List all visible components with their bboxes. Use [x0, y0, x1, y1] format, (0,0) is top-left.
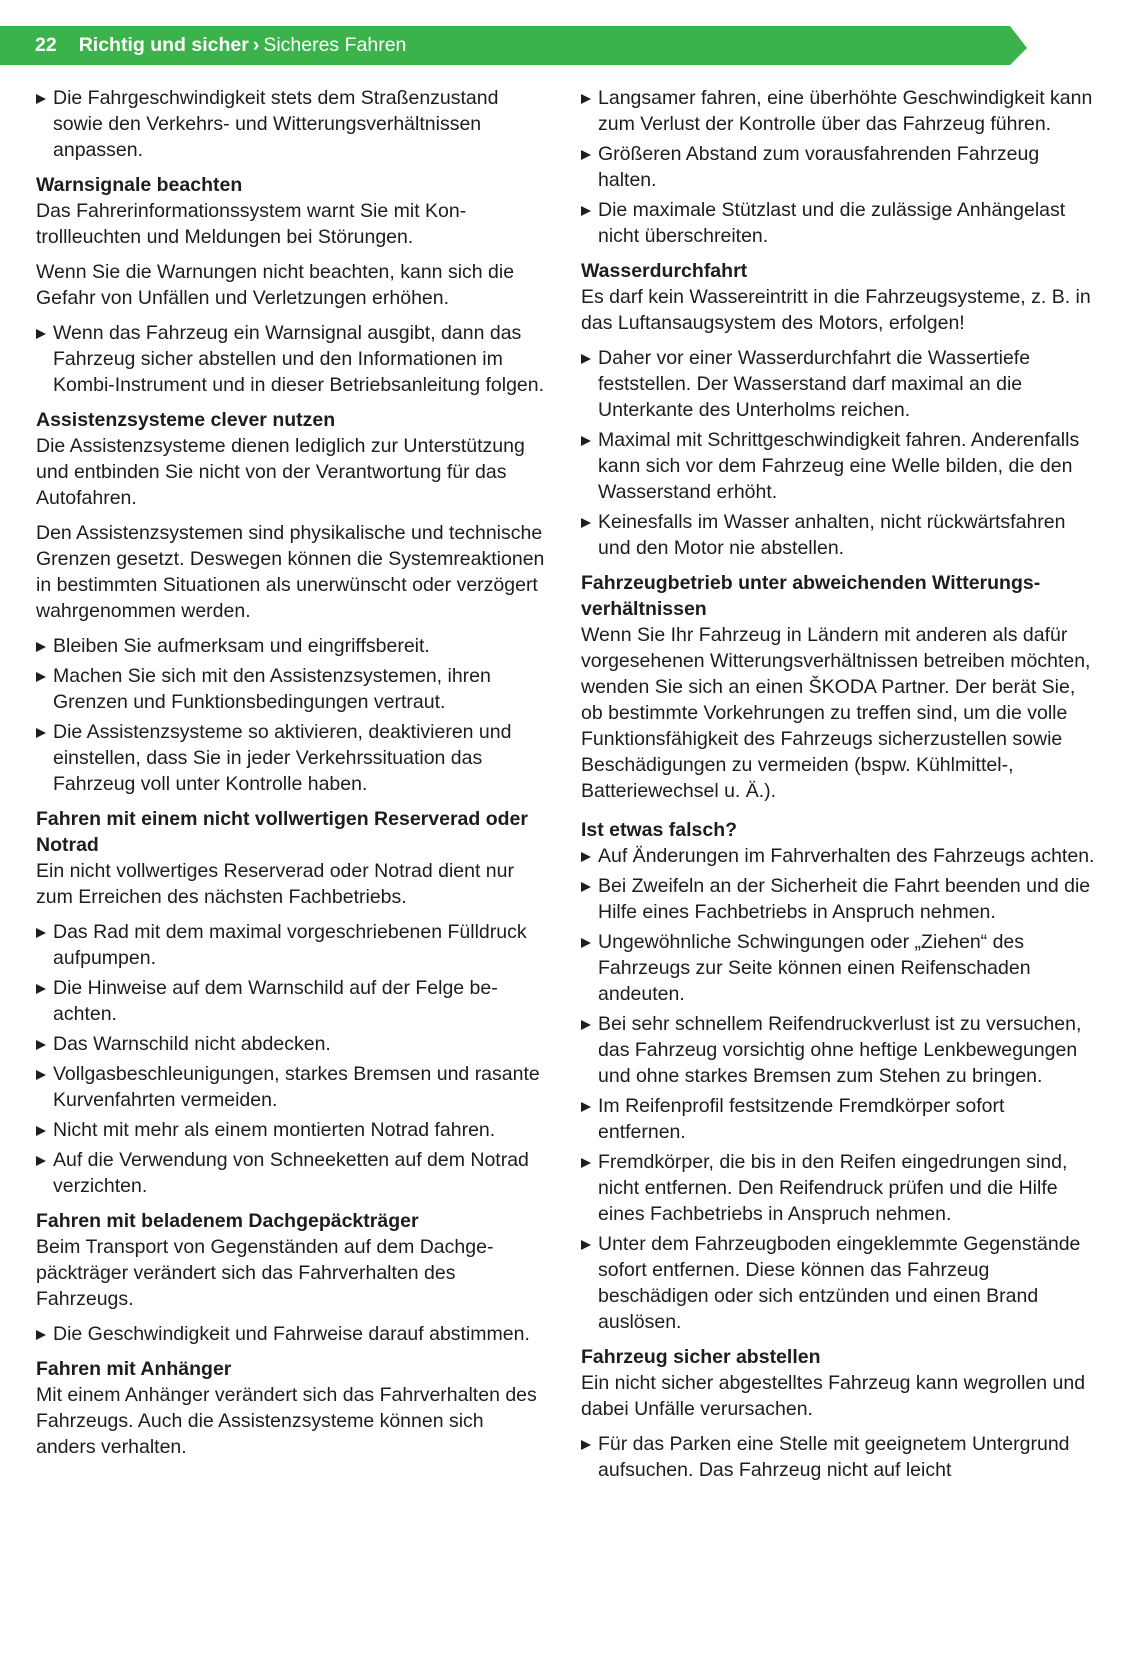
paragraph: Ein nicht sicher abgestelltes Fahrzeug kann wegrollen und dabei Unfälle verursachen. [581, 1372, 1086, 1420]
list-item: Auf Änderungen im Fahrverhalten des Fahrzeugs achten. [581, 843, 1097, 869]
list-item: Auf die Verwendung von Schneeketten auf dem Notrad verzichten. [36, 1147, 548, 1199]
paragraph: Beim Transport von Gegenständen auf dem Dachgepäckträger verändert sich das Fahrverhalten des Fahrzeugs. [36, 1236, 494, 1310]
breadcrumb-separator: › [252, 34, 260, 56]
breadcrumb-section: Sicheres Fahren [263, 34, 407, 56]
list-item: Bleiben Sie aufmerksam und eingriffsbereit. [36, 633, 548, 659]
page-header [0, 26, 1100, 65]
triangle-bullet-icon [36, 928, 46, 938]
bullet-list [581, 345, 1097, 561]
list-item: Die Assistenzsysteme so aktivieren, deaktivieren und einstellen, dass Sie in jeder Verkehrssituation das Fahrzeug voll unter Kontrolle haben. [36, 719, 548, 797]
paragraph: Wenn Sie die Warnungen nicht beachten, kann sich die Gefahr von Unfällen und Verletzungen erhöhen. [36, 261, 515, 309]
bullet-list [36, 633, 548, 797]
list-item: Nicht mit mehr als einem montierten Notrad fahren. [36, 1117, 548, 1143]
section-heading: Assistenzsysteme clever nutzen [36, 409, 336, 431]
triangle-bullet-icon [581, 1102, 591, 1112]
triangle-bullet-icon [36, 984, 46, 994]
list-item: Maximal mit Schrittgeschwindigkeit fahren. Anderenfalls kann sich vor dem Fahrzeug eine Welle bilden, die den Wasserstand erhöht. [581, 427, 1097, 505]
bullet-list [36, 1321, 548, 1347]
paragraph: Das Fahrerinformationssystem warnt Sie mit Kontrollleuchten und Meldungen bei Störungen. [36, 200, 467, 248]
triangle-bullet-icon [581, 354, 591, 364]
bullet-list [36, 919, 548, 1199]
triangle-bullet-icon [36, 1070, 46, 1080]
triangle-bullet-icon [581, 1240, 591, 1250]
paragraph: Wenn Sie Ihr Fahrzeug in Ländern mit anderen als dafür vorgesehenen Witterungsverhältnissen betreiben möchten, wenden Sie sich an einen ŠKODA Partner. Der berät Sie, ob bestimmte Vorkehrungen zu treffen sind, um die volle Funktionsfähigkeit des Fahrzeugs sicherzustellen sowie Beschädigungen zu vermeiden (bspw. Kühlmittel-, Batteriewechsel u. Ä.). [581, 624, 1091, 802]
section-heading: Ist etwas falsch? [581, 819, 738, 841]
triangle-bullet-icon [581, 882, 591, 892]
triangle-bullet-icon [36, 1126, 46, 1136]
triangle-bullet-icon [581, 94, 591, 104]
list-item: Langsamer fahren, eine überhöhte Geschwindigkeit kann zum Verlust der Kontrolle über das Fahrzeug führen. [581, 85, 1097, 137]
list-item: Die Hinweise auf dem Warnschild auf der Felge beachten. [36, 975, 548, 1027]
section-wasserdurchfahrt [581, 258, 1097, 561]
list-item: Für das Parken eine Stelle mit geeignetem Untergrund aufsuchen. Das Fahrzeug nicht auf leicht [581, 1431, 1097, 1483]
triangle-bullet-icon [581, 1158, 591, 1168]
list-item: Vollgasbeschleunigungen, starkes Bremsen und rasante Kurvenfahrten vermeiden. [36, 1061, 548, 1113]
section-dachgepaecktraeger [36, 1208, 548, 1347]
list-item: Fremdkörper, die bis in den Reifen eingedrungen sind, nicht entfernen. Den Reifendruck prüfen und die Hilfe eines Fachbetriebs in Anspruch nehmen. [581, 1149, 1097, 1227]
list-item: Wenn das Fahrzeug ein Warnsignal ausgibt, dann das Fahrzeug sicher abstellen und den Informationen im Kombi-Instrument und in dieser Betriebsanleitung folgen. [36, 320, 548, 398]
list-item: Die Fahrgeschwindigkeit stets dem Straßenzustand sowie den Verkehrs- und Witterungsverhältnissen anpassen. [36, 85, 548, 163]
section-ist-etwas-falsch [581, 817, 1097, 1335]
list-item: Bei Zweifeln an der Sicherheit die Fahrt beenden und die Hilfe eines Fachbetriebs in Anspruch nehmen. [581, 873, 1097, 925]
breadcrumb-chapter: Richtig und sicher [78, 34, 249, 56]
list-item: Ungewöhnliche Schwingungen oder „Ziehen“ des Fahrzeugs zur Seite können einen Reifenschaden andeuten. [581, 929, 1097, 1007]
paragraph: Es darf kein Wassereintritt in die Fahrzeugsysteme, z. B. in das Luftansaugsystem des Motors, erfolgen! [581, 286, 1091, 334]
list-item: Das Warnschild nicht abdecken. [36, 1031, 548, 1057]
triangle-bullet-icon [36, 728, 46, 738]
intro-bullets [36, 85, 548, 163]
paragraph: Die Assistenzsysteme dienen lediglich zur Unterstützung und entbinden Sie nicht von der Verantwortung für das Autofahren. [36, 435, 525, 509]
list-item: Keinesfalls im Wasser anhalten, nicht rückwärtsfahren und den Motor nie abstellen. [581, 509, 1097, 561]
triangle-bullet-icon [581, 1440, 591, 1450]
section-heading: Wasserdurchfahrt [581, 260, 748, 282]
triangle-bullet-icon [36, 1156, 46, 1166]
section-heading: Fahren mit beladenem Dachgepäckträger [36, 1210, 419, 1232]
section-heading: Fahrzeug sicher abstellen [581, 1346, 821, 1368]
triangle-bullet-icon [581, 518, 591, 528]
paragraph: Den Assistenzsystemen sind physikalische und technische Grenzen gesetzt. Deswegen können die Systemreaktionen in bestimmten Situationen als unerwünscht oder verzögert wahrgenommen werden. [36, 522, 545, 622]
list-item: Die maximale Stützlast und die zulässige Anhängelast nicht überschreiten. [581, 197, 1097, 249]
list-item: Bei sehr schnellem Reifendruckverlust ist zu versuchen, das Fahrzeug vorsichtig ohne heftige Lenkbewegungen und ohne starkes Bremsen zum Stehen zu bringen. [581, 1011, 1097, 1089]
triangle-bullet-icon [36, 1330, 46, 1340]
triangle-bullet-icon [581, 436, 591, 446]
triangle-bullet-icon [36, 1040, 46, 1050]
paragraph: Ein nicht vollwertiges Reserverad oder Notrad dient nur zum Erreichen des nächsten Fachbetriebs. [36, 860, 514, 908]
bullet-list [36, 320, 548, 398]
left-column [36, 85, 548, 1469]
section-heading: Fahren mit Anhänger [36, 1358, 232, 1380]
list-item: Machen Sie sich mit den Assistenzsystemen, ihren Grenzen und Funktionsbedingungen vertraut. [36, 663, 548, 715]
triangle-bullet-icon [36, 642, 46, 652]
breadcrumb [35, 26, 406, 65]
triangle-bullet-icon [581, 938, 591, 948]
section-witterung [581, 570, 1097, 804]
list-item: Daher vor einer Wasserdurchfahrt die Wassertiefe feststellen. Der Wasserstand darf maximal an die Unterkante des Unterholms reichen. [581, 345, 1097, 423]
triangle-bullet-icon [36, 94, 46, 104]
right-column [581, 85, 1097, 1492]
triangle-bullet-icon [581, 150, 591, 160]
section-heading: Fahrzeugbetrieb unter abweichenden Witterungsverhältnissen [581, 572, 1041, 620]
section-assistenzsysteme [36, 407, 548, 797]
list-item: Unter dem Fahrzeugboden eingeklemmte Gegenstände sofort entfernen. Diese können das Fahrzeug beschädigen oder sich entzünden und einen Brand auslösen. [581, 1231, 1097, 1335]
section-heading: Fahren mit einem nicht vollwertigen Reserverad oder Notrad [36, 808, 528, 856]
list-item: Die Geschwindigkeit und Fahrweise darauf abstimmen. [36, 1321, 548, 1347]
intro-bullets [581, 85, 1097, 249]
list-item: Größeren Abstand zum vorausfahrenden Fahrzeug halten. [581, 141, 1097, 193]
section-notrad [36, 806, 548, 1199]
bullet-list [581, 843, 1097, 1335]
triangle-bullet-icon [581, 852, 591, 862]
paragraph: Mit einem Anhänger verändert sich das Fahrverhalten des Fahrzeugs. Auch die Assistenzsysteme können sich anders verhalten. [36, 1384, 537, 1458]
triangle-bullet-icon [36, 672, 46, 682]
list-item: Das Rad mit dem maximal vorgeschriebenen Fülldruck aufpumpen. [36, 919, 548, 971]
triangle-bullet-icon [581, 1020, 591, 1030]
section-sicher-abstellen [581, 1344, 1097, 1483]
page-number: 22 [35, 34, 57, 56]
list-item: Im Reifenprofil festsitzende Fremdkörper sofort entfernen. [581, 1093, 1097, 1145]
section-warnsignale [36, 172, 548, 398]
triangle-bullet-icon [581, 206, 591, 216]
section-heading: Warnsignale beachten [36, 174, 243, 196]
section-anhaenger [36, 1356, 548, 1460]
triangle-bullet-icon [36, 329, 46, 339]
bullet-list [581, 1431, 1097, 1483]
